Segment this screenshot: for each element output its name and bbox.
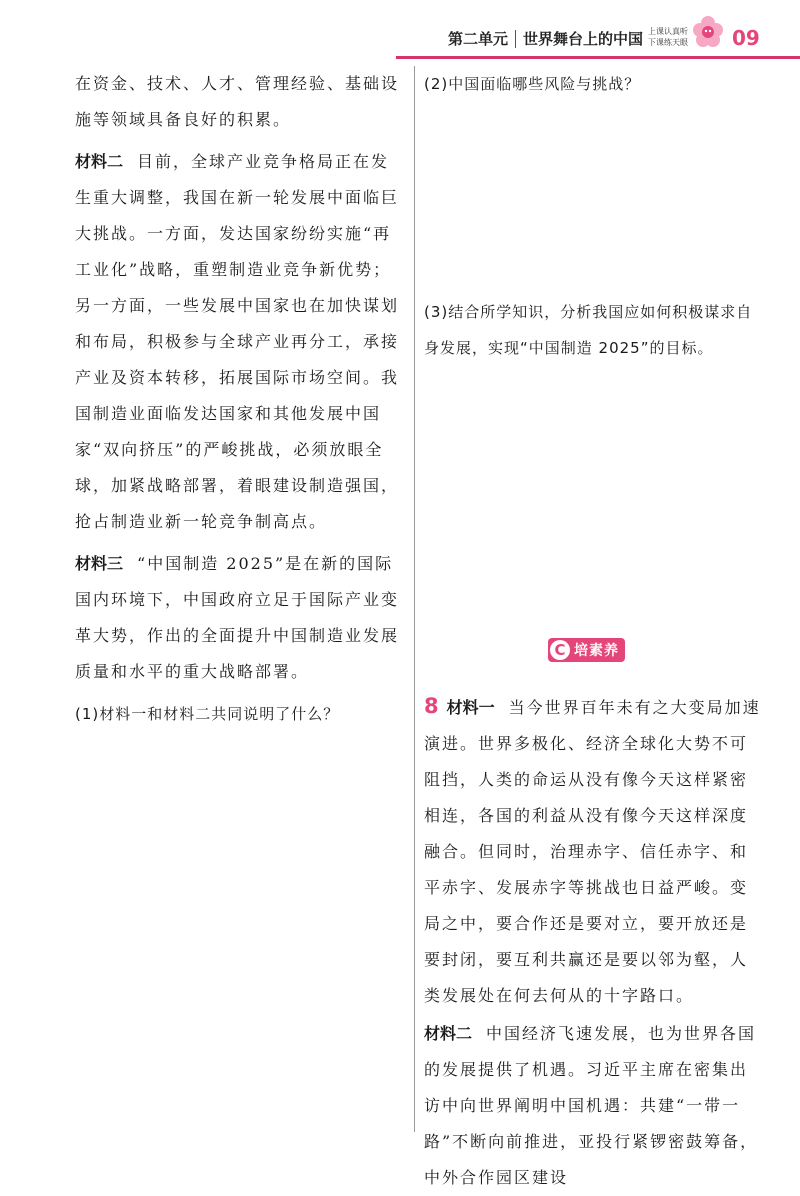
- question-8-material-one: [424, 688, 764, 1014]
- unit-title: 世界舞台上的中国: [523, 30, 644, 48]
- column-divider: [414, 66, 415, 1132]
- material-two-text: 目前，全球产业竞争格局正在发生重大调整，我国在新一轮发展中面临巨大挑战。一方面，发达国家纷纷实施“再工业化”战略，重塑制造业竞争新优势；另一方面，一些发展中国家也在加快谋划和布局，积极参与全球产业再分工，承接产业及资本转移，拓展国际市场空间。我国制造业面临发达国家和其他发展中国家“双向挤压”的严峻挑战，必须放眼全球，加紧战略部署，着眼建设制造强国，抢占制造业新一轮竞争制高点。: [75, 152, 400, 531]
- q8-material-one-text: 当今世界百年未有之大变局加速演进。世界多极化、经济全球化大势不可阻挡，人类的命运从没有像今天这样紧密相连，各国的利益从没有像今天这样深度融合。但同时，治理赤字、信任赤字、和平赤字、发展赤字等挑战也日益严峻。变局之中，要合作还是要对立，要开放还是要封闭，要互利共赢还是要以邻为壑，人类发展处在何去何从的十字路口。: [424, 698, 761, 1005]
- page-number: 09: [732, 26, 760, 50]
- header-separator: [515, 30, 516, 48]
- slogan-line-2: 下课练天眼: [648, 38, 688, 47]
- material-one-continuation: 在资金、技术、人才、管理经验、基础设施等领域具备良好的积累。: [75, 74, 400, 129]
- question-1: (1)材料一和材料二共同说明了什么？: [75, 705, 340, 723]
- question-2: (2)中国面临哪些风险与挑战？: [424, 75, 641, 93]
- slogan-line-1: 上课认真听: [648, 27, 688, 36]
- q8-material-two-text: 中国经济飞速发展，也为世界各国的发展提供了机遇。习近平主席在密集出访中向世界阐明中国机遇：共建“一带一路”不断向前推进，亚投行紧锣密鼓筹备，中外合作园区建设: [424, 1024, 759, 1187]
- material-two: [75, 144, 407, 540]
- question-3: (3)结合所学知识，分析我国应如何积极谋求自身发展，实现“中国制造 2025”的目标。: [424, 303, 753, 357]
- material-two-label: 材料二: [75, 152, 124, 171]
- material-three-label: 材料三: [75, 554, 124, 573]
- section-badge: [548, 638, 625, 662]
- badge-text: 培素养: [574, 643, 619, 659]
- question-8-block: [424, 688, 764, 1196]
- slogan: [648, 26, 694, 48]
- badge-letter: C: [550, 640, 570, 660]
- header-accent-bar: [396, 56, 800, 59]
- question-8-material-two: [424, 1016, 764, 1196]
- q8-material-one-label: 材料一: [446, 698, 495, 717]
- material-three: [75, 546, 407, 690]
- flower-mascot-icon: [692, 14, 724, 50]
- right-column: [424, 66, 764, 366]
- unit-label: 第二单元: [448, 30, 509, 48]
- question-number-8: 8: [424, 694, 439, 718]
- page-header: [0, 0, 800, 58]
- left-column: [75, 66, 407, 732]
- material-three-text: “中国制造 2025”是在新的国际国内环境下，中国政府立足于国际产业变革大势，作出的全面提升中国制造业发展质量和水平的重大战略部署。: [75, 554, 400, 681]
- q8-material-two-label: 材料二: [424, 1024, 473, 1043]
